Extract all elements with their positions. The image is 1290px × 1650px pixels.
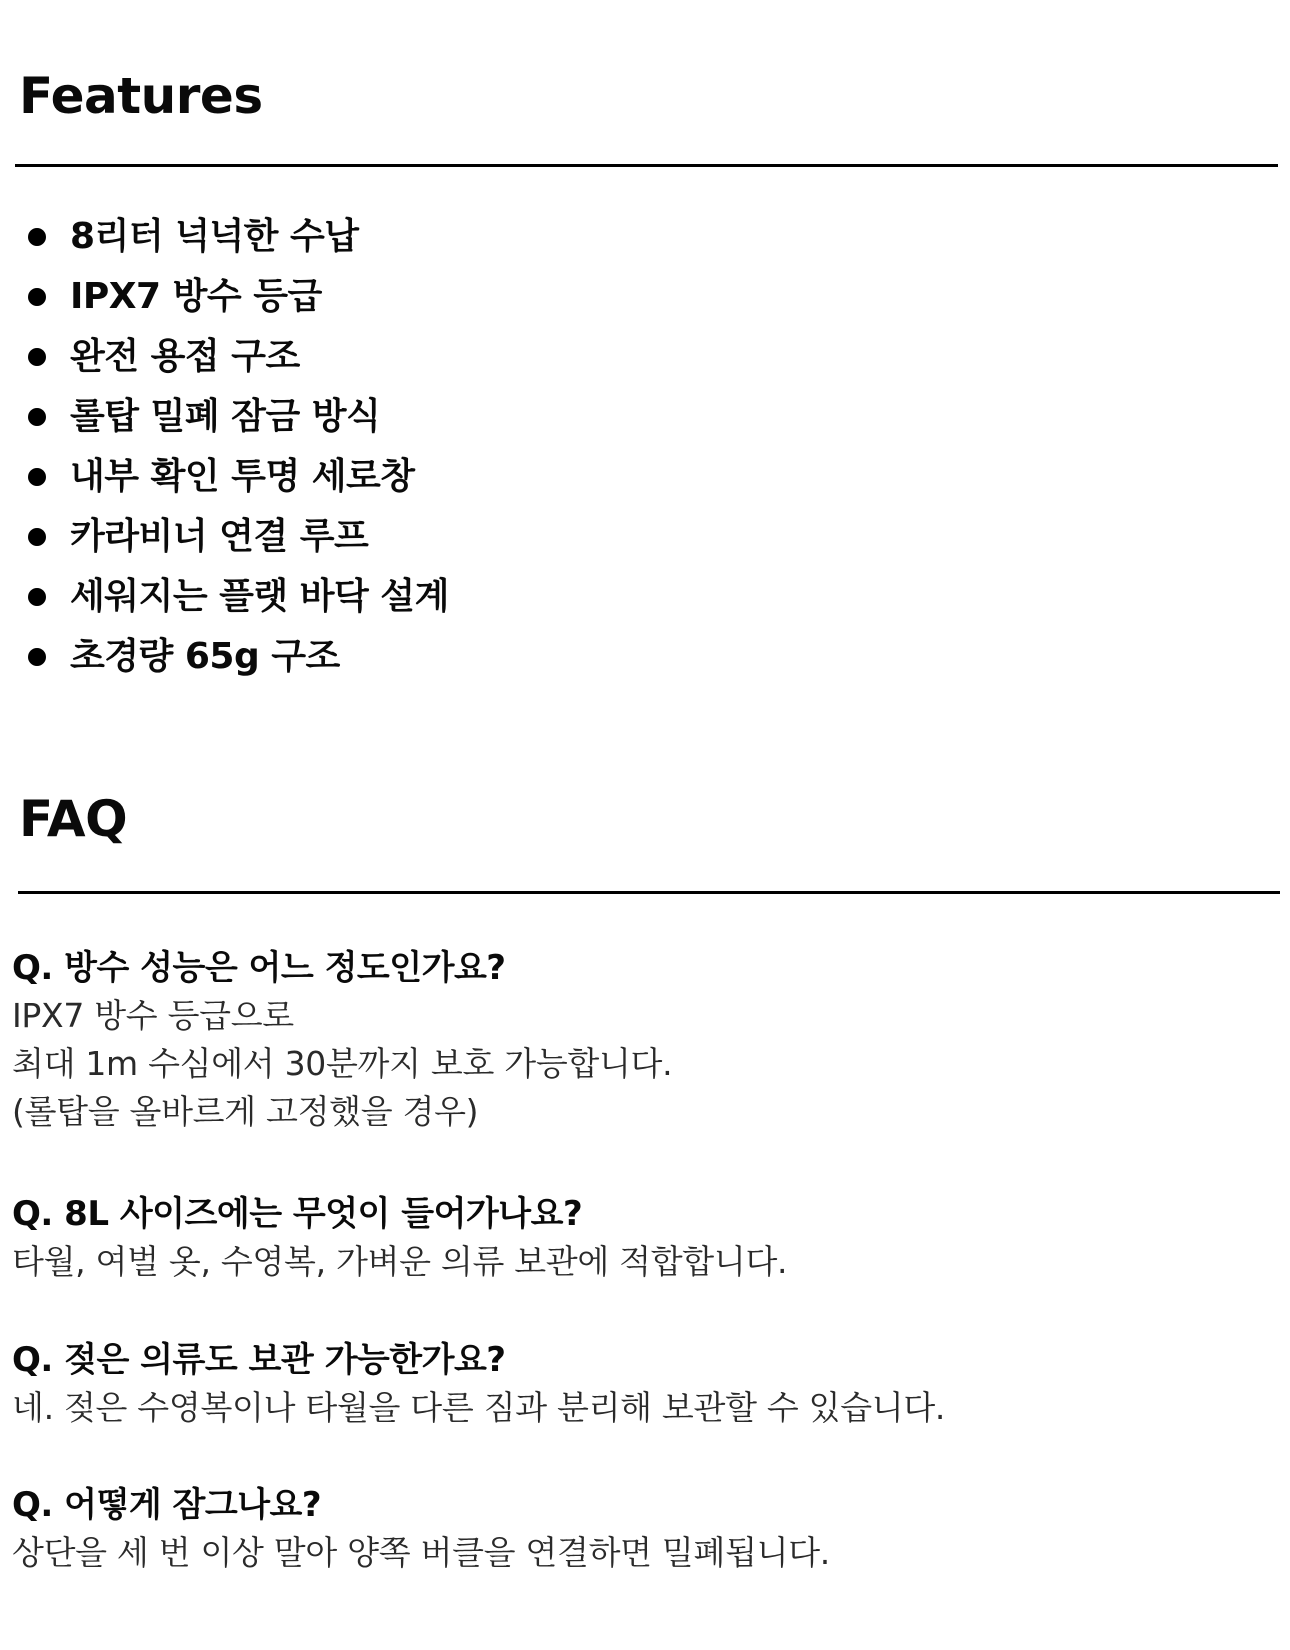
feature-item [0, 571, 1290, 631]
faq-answer-line: 타월, 여벌 옷, 수영복, 가벼운 의류 보관에 적합합니다. [12, 1242, 788, 1281]
features-heading: Features [19, 67, 263, 125]
bullet-icon [28, 588, 46, 606]
bullet-icon [28, 648, 46, 666]
bullet-icon [28, 408, 46, 426]
bullet-icon [28, 228, 46, 246]
bullet-icon [28, 348, 46, 366]
feature-text: 8리터 넉넉한 수납 [70, 216, 359, 257]
faq-answer-line: IPX7 방수 등급으로 [12, 996, 294, 1035]
faq-divider [18, 891, 1280, 894]
faq-answer-line: 최대 1m 수심에서 30분까지 보호 가능합니다. [12, 1044, 673, 1083]
feature-item [0, 271, 1290, 331]
feature-text: 초경량 65g 구조 [70, 636, 340, 677]
bullet-icon [28, 288, 46, 306]
faq-answer-line: 네. 젖은 수영복이나 타월을 다른 짐과 분리해 보관할 수 있습니다. [12, 1388, 946, 1427]
faq-item-capacity [12, 1190, 1282, 1286]
faq-item-locking [12, 1481, 1282, 1577]
feature-item [0, 331, 1290, 391]
faq-item-waterproof [12, 944, 1282, 1136]
faq-question: Q. 어떻게 잠그나요? [12, 1485, 322, 1525]
feature-item [0, 391, 1290, 451]
features-list [0, 211, 1290, 691]
faq-question: Q. 젖은 의류도 보관 가능한가요? [12, 1340, 506, 1380]
feature-text: 롤탑 밀폐 잠금 방식 [70, 396, 381, 437]
features-divider [15, 164, 1278, 167]
faq-question: Q. 방수 성능은 어느 정도인가요? [12, 948, 506, 988]
faq-question: Q. 8L 사이즈에는 무엇이 들어가나요? [12, 1194, 583, 1234]
feature-item [0, 511, 1290, 571]
feature-text: 카라비너 연결 루프 [70, 516, 369, 557]
feature-text: 세워지는 플랫 바닥 설계 [70, 576, 449, 617]
faq-item-wet-clothes [12, 1336, 1282, 1432]
bullet-icon [28, 468, 46, 486]
feature-item [0, 631, 1290, 691]
feature-text: IPX7 방수 등급 [70, 276, 322, 317]
feature-item [0, 451, 1290, 511]
faq-heading: FAQ [19, 790, 128, 848]
feature-text: 내부 확인 투명 세로창 [70, 456, 415, 497]
bullet-icon [28, 528, 46, 546]
feature-item [0, 211, 1290, 271]
faq-answer-line: (롤탑을 올바르게 고정했을 경우) [12, 1092, 479, 1131]
feature-text: 완전 용접 구조 [70, 336, 300, 377]
faq-answer-line: 상단을 세 번 이상 말아 양쪽 버클을 연결하면 밀폐됩니다. [12, 1533, 831, 1572]
